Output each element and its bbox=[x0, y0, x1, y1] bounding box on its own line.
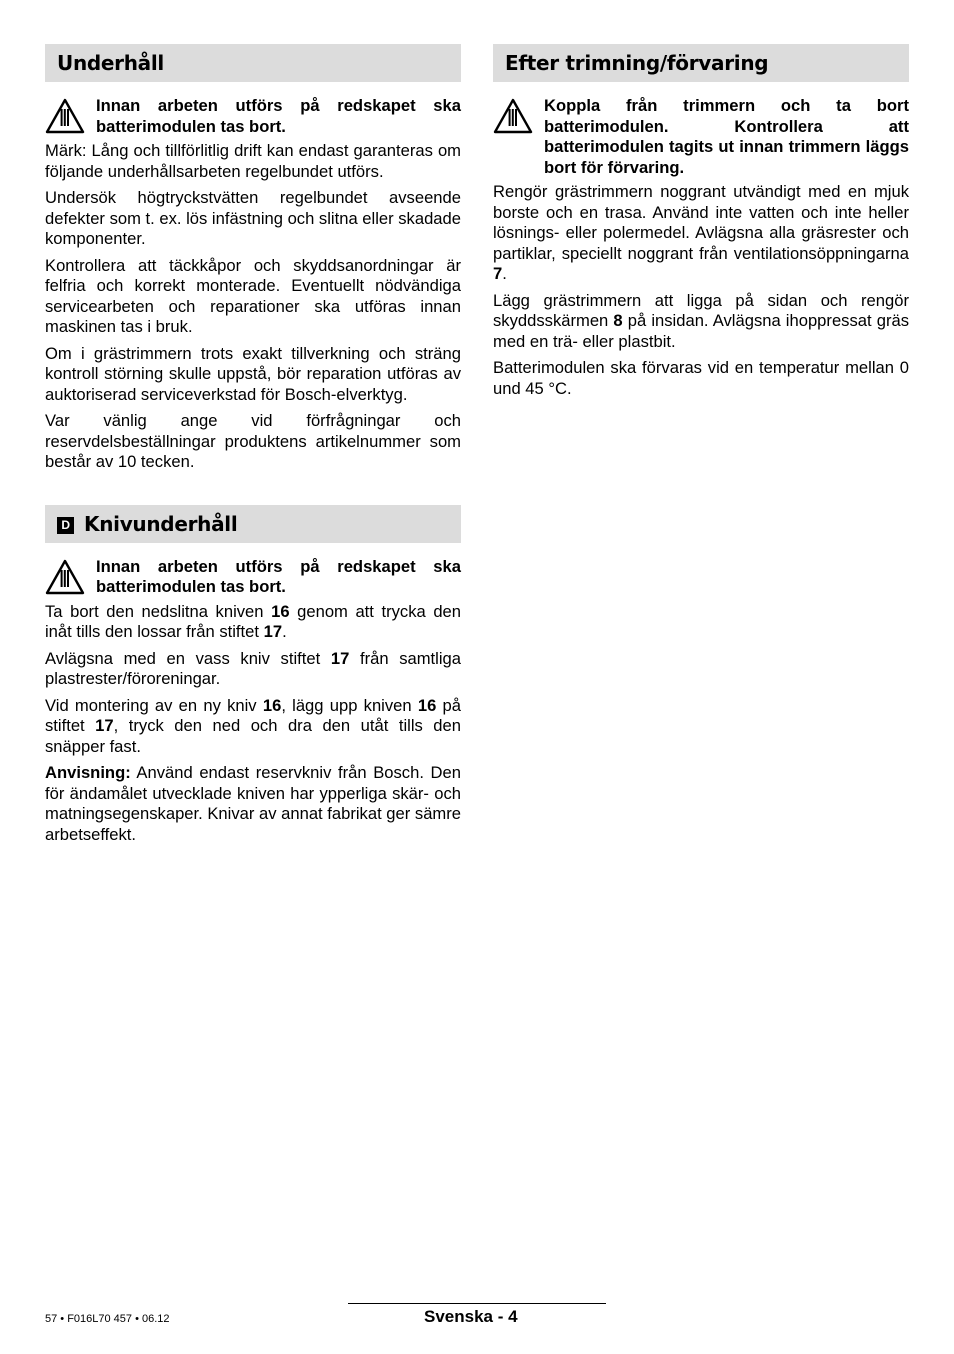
paragraph: Avlägsna med en vass kniv stiftet 17 från samtliga plastrester/föroreningar. bbox=[45, 648, 461, 688]
warning-text: Koppla från trimmern och ta bort batterimodulen. Kontrollera att batterimodulen tagits ut innan trimmern läggs bort för förvaring. bbox=[544, 96, 909, 177]
warning-triangle-icon bbox=[45, 559, 85, 595]
section-heading-efter-trimning: Efter trimning/förvaring bbox=[493, 44, 909, 82]
left-column bbox=[45, 44, 461, 845]
footer-doc-code: 57 • F016L70 457 • 06.12 bbox=[45, 1313, 170, 1325]
note-paragraph: Anvisning: Använd endast reservkniv från Bosch. Den för ändamålet utvecklade kniven har ypperliga skär- och matningsegenskaper. Knivar av annat fabrikat ger sämre arbetseffekt. bbox=[45, 763, 461, 844]
section-title: Knivunderhåll bbox=[84, 511, 238, 536]
warning-block bbox=[45, 96, 461, 137]
paragraph: Vid montering av en ny kniv 16, lägg upp kniven 16 på stiftet 17, tryck den ned och dra den utåt tills den snäpper fast. bbox=[45, 695, 461, 756]
right-column bbox=[493, 44, 909, 399]
paragraph: Lägg grästrimmern att ligga på sidan och rengör skyddsskärmen 8 på insidan. Avlägsna ihoppressat gräs med en trä- eller plastbit. bbox=[493, 290, 909, 351]
paragraph: Rengör grästrimmern noggrant utvändigt med en mjuk borste och en trasa. Använd inte vatten och inte heller lösnings- eller polermedel. Avlägsna alla gräsrester och partiklar, speciellt noggrant från ventilationsöppningarna 7. bbox=[493, 182, 909, 283]
paragraph: Ta bort den nedslitna kniven 16 genom att trycka den inåt tills den lossar från stiftet 17. bbox=[45, 601, 461, 641]
footer-page-label: Svenska - 4 bbox=[424, 1307, 518, 1326]
footer-rule bbox=[348, 1303, 606, 1304]
warning-triangle-icon bbox=[493, 98, 533, 134]
warning-text: Innan arbeten utförs på redskapet ska batterimodulen tas bort. bbox=[96, 556, 461, 596]
warning-block bbox=[45, 557, 461, 598]
paragraph: Om i grästrimmern trots exakt tillverkning och sträng kontroll störning skulle uppstå, bör reparation utföras av auktoriserad serviceverkstad för Bosch-elverktyg. bbox=[45, 343, 461, 404]
note-label: Anvisning: bbox=[45, 763, 131, 782]
paragraph: Var vänlig ange vid förfrågningar och reservdelsbeställningar produktens artikelnummer som består av 10 tecken. bbox=[45, 411, 461, 471]
paragraph: Kontrollera att täckkåpor och skyddsanordningar är felfria och korrekt monterade. Eventuellt nödvändiga servicearbeten och reparationer ska utföras innan maskinen tas i bruk. bbox=[45, 255, 461, 336]
section-badge: D bbox=[57, 517, 74, 534]
paragraph: Batterimodulen ska förvaras vid en temperatur mellan 0 und 45 °C. bbox=[493, 358, 909, 398]
paragraph: Märk: Lång och tillförlitlig drift kan endast garanteras om följande underhållsarbeten regelbundet utförs. bbox=[45, 141, 461, 181]
section-heading-knivunderhall bbox=[45, 505, 461, 543]
warning-text: Innan arbeten utförs på redskapet ska batterimodulen tas bort. bbox=[96, 96, 461, 136]
warning-block bbox=[493, 96, 909, 178]
warning-triangle-icon bbox=[45, 98, 85, 134]
paragraph: Undersök högtryckstvätten regelbundet avseende defekter som t. ex. lös infästning och slitna eller skadade komponenter. bbox=[45, 188, 461, 248]
section-heading-underhall: Underhåll bbox=[45, 44, 461, 82]
